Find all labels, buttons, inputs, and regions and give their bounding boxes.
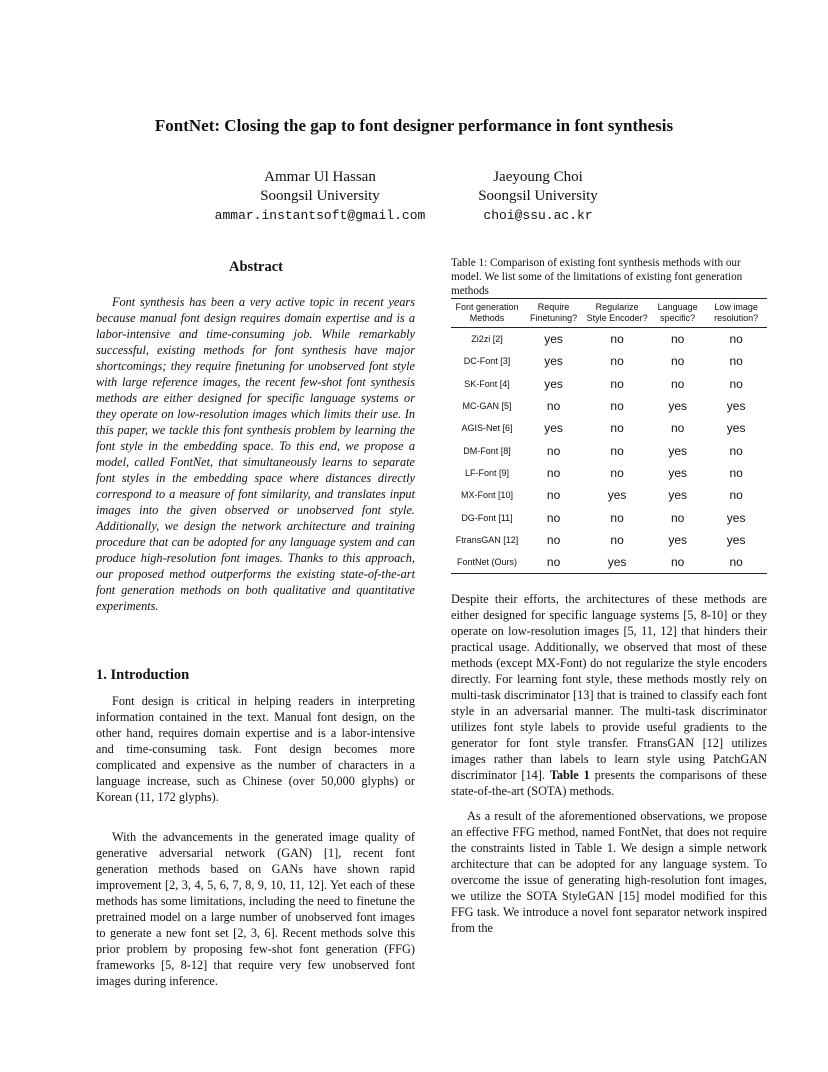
table-cell: no xyxy=(670,354,685,369)
table-cell: yes xyxy=(607,488,627,503)
table-cell: yes xyxy=(544,376,563,391)
column-header: Language specific? xyxy=(650,299,705,328)
table-cell: no xyxy=(546,443,561,458)
author-block xyxy=(188,168,452,225)
abstract-body: Font synthesis has been a very active topic in recent years because manual font design requires domain expertise and is a labor-intensive and time-consuming job. While remarkably successful, existing methods for font synthesis have major shortcomings; they require finetuning for unobserved font style with large reference images, the recent few-shot font synthesis methods are either designed for specific language systems or they operate on low-resolution images which limits their use. In this paper, we tackle this font synthesis problem by learning the font style in the embedding space. To this end, we propose a model, called FontNet, that simultaneously learns to separate font styles in the embedding space where distances directly correspond to a measure of font similarity, and translates input images into the given observed or unobserved font style. Additionally, we design the network architecture and training procedure that can be adopted for any language system and can produce high-resolution font images. Thanks to this approach, our proposed method outperforms the existing state-of-the-art font generation methods on both qualitative and quantitative experiments. xyxy=(96,295,415,613)
table-cell: no xyxy=(546,399,561,414)
table-cell: no xyxy=(610,332,624,347)
author-affiliation: Soongsil University xyxy=(260,188,380,204)
table-row xyxy=(451,551,767,574)
table-row xyxy=(451,328,767,351)
author-block xyxy=(458,168,618,225)
table-cell: no xyxy=(610,421,624,436)
method-name-cell: DC-Font [3] xyxy=(463,356,511,367)
table-cell: no xyxy=(610,399,624,414)
body-paragraph: As a result of the aforementioned observations, we propose an effective FFG method, named FontNet, that does not require the constraints listed in Table 1. We design a simple network architecture that can be adopted for any language system. To overcome the issue of generating high-resolution font images, we utilize the SOTA StyleGAN [15] model modified for this FFG task. We introduce a novel font separator network inspired from the xyxy=(451,809,767,935)
body-paragraph xyxy=(451,591,767,799)
table-cell: no xyxy=(729,443,743,458)
table-cell: yes xyxy=(726,399,746,414)
table-cell: no xyxy=(546,532,561,547)
section-heading-introduction: 1. Introduction xyxy=(96,667,190,683)
method-name-cell: DG-Font [11] xyxy=(461,512,513,523)
table-cell: yes xyxy=(544,332,563,347)
table-cell: no xyxy=(729,376,743,391)
table-cell: no xyxy=(610,510,624,525)
table-cell: no xyxy=(670,510,685,525)
paragraph-text: Despite their efforts, the architectures of these methods are either designed for specific language systems [5, 8-10] or they operate on low-resolution images [5, 11, 12] that hinders their practical usage. Additionally, we observed that most of these methods (except MX-Font) do not regularize the style encoders directly. For learning font style, these methods mostly rely on multi-task discriminator [13] that is trained to classify each font style in an adversarial manner. The multi-task discriminator utilizes font style labels to provide useful gradients to the generator for font style transfer. FtransGAN [12] utilizes images rather than labels to learn style using PatchGAN discriminator [14]. xyxy=(451,592,767,782)
table-cell: no xyxy=(546,465,561,480)
method-name-cell: FontNet (Ours) xyxy=(451,551,523,574)
intro-paragraph: With the advancements in the generated image quality of generative adversarial network (GAN) [1], recent font generation methods based on GANs have shown rapid improvement [2, 3, 4, 5, 6, 7, 8, 9, 10, 11, 12]. Yet each of these methods has some limitations, including the need to finetune the pretrained model on a large number of unobserved font images to generate a new font set [2, 3, 6]. Recent methods solve this prior problem by proposing few-shot font generation (FFG) frameworks [5, 8-12] that require very few unobserved font images during inference. xyxy=(96,830,415,988)
column-header: Require Finetuning? xyxy=(523,299,584,328)
intro-paragraph: Font design is critical in helping readers in interpreting information contained in the text. Manual font design, on the other hand, requires domain expertise and is a labor-intensive and time-consuming task. Font design becomes more complicated and expensive as the number of characters in a language increase, such as Chinese (over 50,000 glyphs) or Korean (11, 172 glyphs). xyxy=(96,694,415,804)
table-row xyxy=(451,529,767,551)
column-header: Regularize Style Encoder? xyxy=(584,299,650,328)
table-row xyxy=(451,484,767,506)
table-cell: no xyxy=(670,421,685,436)
table-cell: yes xyxy=(668,399,687,414)
table-cell: no xyxy=(610,532,624,547)
table-cell: yes xyxy=(584,551,650,574)
table-cell: no xyxy=(546,510,561,525)
abstract-heading: Abstract xyxy=(229,259,283,275)
author-name: Ammar Ul Hassan xyxy=(264,169,376,185)
table-cell: no xyxy=(729,332,743,347)
table-cell: yes xyxy=(668,443,687,458)
table-cell: yes xyxy=(726,510,746,525)
table-cell: no xyxy=(610,376,624,391)
table-row xyxy=(451,417,767,439)
table-cell: no xyxy=(546,488,561,503)
author-email: ammar.instantsoft@gmail.com xyxy=(214,208,426,223)
author-affiliation: Soongsil University xyxy=(478,188,598,204)
paper-title: FontNet: Closing the gap to font designer performance in font synthesis xyxy=(154,116,674,135)
table-row xyxy=(451,350,767,372)
method-name-cell: AGIS-Net [6] xyxy=(461,423,513,434)
table-cell: no xyxy=(729,488,743,503)
table-cell: no xyxy=(610,443,624,458)
table-cell: no xyxy=(729,354,743,369)
table-cell: yes xyxy=(726,421,746,436)
table-row xyxy=(451,506,767,528)
column-header: Font generation Methods xyxy=(451,299,523,328)
table-cell: no xyxy=(650,551,705,574)
method-name-cell: FtransGAN [12] xyxy=(455,534,519,545)
method-name-cell: LF-Font [9] xyxy=(464,467,509,478)
table-cell: no xyxy=(610,354,624,369)
table-reference: Table 1 xyxy=(549,768,590,782)
table-row xyxy=(451,373,767,395)
table-cell: no xyxy=(523,551,584,574)
table-cell: yes xyxy=(544,354,563,369)
table-header-row xyxy=(451,299,767,328)
paragraph-text: presents the comparisons of these state-of-the-art (SOTA) methods. xyxy=(451,768,767,798)
method-name-cell: SK-Font [4] xyxy=(464,378,510,389)
table-row xyxy=(451,439,767,461)
table-row xyxy=(451,395,767,417)
column-header: Low image resolution? xyxy=(705,299,767,328)
table-cell: no xyxy=(610,465,624,480)
table-cell: yes xyxy=(726,532,746,547)
table-cell: yes xyxy=(668,532,687,547)
method-name-cell: DM-Font [8] xyxy=(463,445,511,456)
author-email: choi@ssu.ac.kr xyxy=(483,208,593,223)
table-cell: yes xyxy=(668,465,687,480)
table-cell: no xyxy=(705,551,767,574)
method-name-cell: MC-GAN [5] xyxy=(462,401,512,412)
table-row xyxy=(451,462,767,484)
table-caption: Table 1: Comparison of existing font synthesis methods with our model. We list some of the limitations of existing font generation methods xyxy=(451,257,743,297)
table-cell: no xyxy=(729,465,743,480)
comparison-table xyxy=(451,298,767,574)
table-cell: yes xyxy=(668,488,687,503)
method-name-cell: Zi2zi [2] xyxy=(471,334,503,345)
table-body xyxy=(451,328,767,574)
table-cell: no xyxy=(670,376,685,391)
author-name: Jaeyoung Choi xyxy=(493,169,583,185)
table-cell: no xyxy=(670,332,685,347)
method-name-cell: MX-Font [10] xyxy=(460,490,514,501)
table-cell: yes xyxy=(544,421,563,436)
